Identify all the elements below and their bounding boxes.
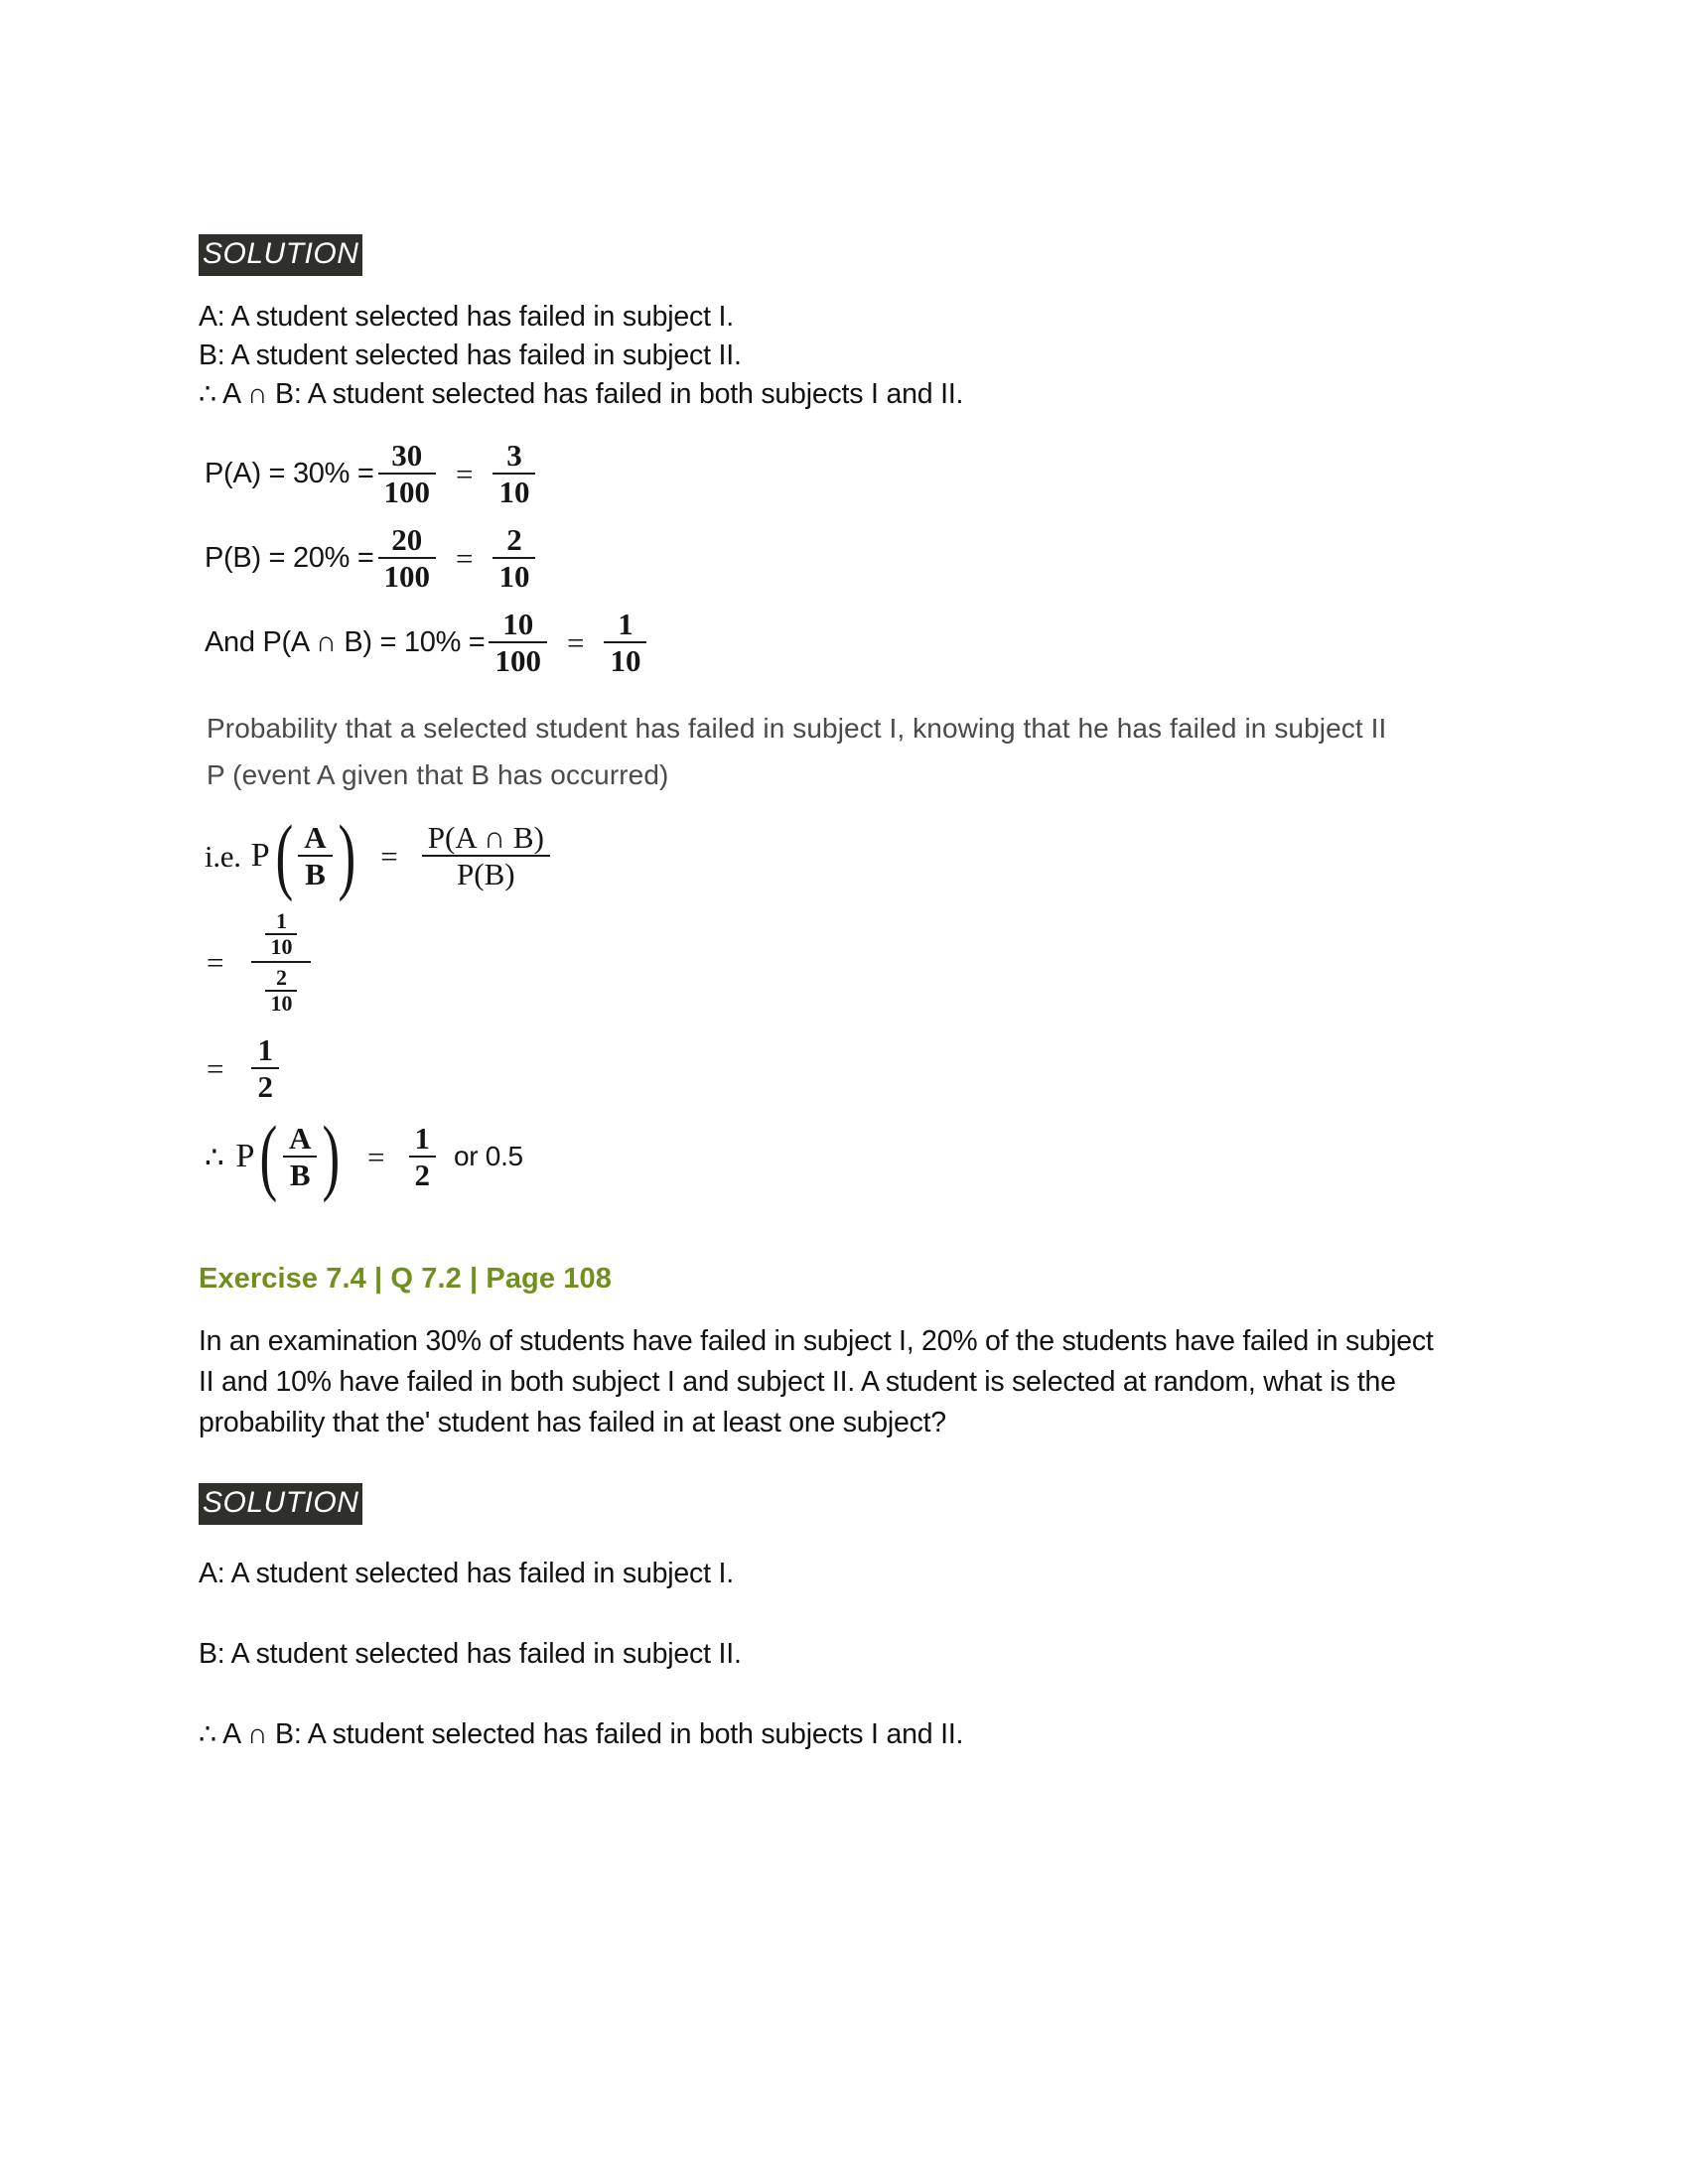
- equation-pb-lead: P(B) = 20% =: [205, 541, 374, 574]
- equation-pa-fraction-2-numerator: 3: [506, 438, 522, 473]
- equation-pab-fraction-2-denominator: 10: [610, 643, 641, 679]
- equation-cond-rhs-fraction: [422, 820, 550, 892]
- solution-badge-2: [199, 1483, 1609, 1525]
- equation-final-inner-numerator: A: [289, 1120, 312, 1156]
- right-paren-icon: ): [338, 807, 355, 903]
- equation-result-half: [207, 1032, 1609, 1105]
- equation-pb-fraction-1-denominator: 100: [383, 559, 430, 595]
- equation-pab-fraction-2-numerator: 1: [618, 606, 633, 641]
- equation-cond-inner-numerator: A: [304, 819, 327, 855]
- left-paren-icon: (: [259, 1108, 278, 1204]
- equation-nested-outer-numerator: [251, 906, 311, 962]
- equation-pb-fraction-2-denominator: 10: [498, 559, 530, 595]
- equation-nested-outer-fraction: [251, 906, 311, 1019]
- equation-nested-fraction: [207, 906, 1609, 1019]
- equation-nested-top-numerator: 1: [275, 907, 287, 933]
- document-content: [199, 234, 1609, 1754]
- explanation-line-1: Probability that a selected student has failed in subject I, knowing that he has failed in subject II: [207, 712, 1387, 744]
- event-a-definition-2: A: A student selected has failed in subject I.: [199, 1557, 734, 1589]
- equation-half-numerator: 1: [257, 1031, 273, 1067]
- event-a-intersect-b-definition-2: ∴ A ∩ B: A student selected has failed in both subjects I and II.: [199, 1717, 964, 1750]
- equation-pb-fraction-2-numerator: 2: [506, 521, 522, 557]
- right-paren-icon: ): [322, 1108, 341, 1204]
- exercise-heading[interactable]: Exercise 7.4 | Q 7.2 | Page 108: [199, 1262, 612, 1295]
- equation-cond-lead: i.e.: [205, 838, 241, 874]
- equation-pab-fraction-1-numerator: 10: [502, 606, 534, 641]
- question-text: In an examination 30% of students have failed in subject I, 20% of the students have failed in subject II and 10% have failed in both subject I and subject II. A student is selected at random, what is the probability that the' student has failed in at least one subject?: [199, 1324, 1434, 1438]
- equation-nested-top-fraction: [265, 909, 297, 959]
- equation-final-rhs-numerator: 1: [414, 1120, 431, 1156]
- equation-cond-equals: =: [380, 838, 398, 874]
- equation-cond-inner-fraction: [298, 820, 332, 892]
- event-a-intersect-b-definition-1: ∴ A ∩ B: A student selected has failed in both subjects I and II.: [199, 378, 964, 410]
- event-b-definition-1: B: A student selected has failed in subject II.: [199, 340, 742, 371]
- equation-probability-a-intersect-b: [205, 607, 1609, 679]
- equation-pa-fraction-1-denominator: 100: [383, 475, 430, 510]
- equation-probability-a: [205, 438, 1609, 510]
- equation-final-answer: [205, 1108, 1609, 1204]
- equation-nested-bottom-numerator: 2: [275, 965, 287, 991]
- equation-half-denominator: 2: [257, 1069, 273, 1105]
- equation-nested-bottom-fraction: [265, 966, 297, 1016]
- equation-pa-fraction-1-numerator: 30: [391, 438, 423, 473]
- equation-final-parenthesised-fraction: [254, 1108, 346, 1204]
- equation-pb-fraction-1: [378, 522, 437, 595]
- equation-probability-b: [205, 522, 1609, 595]
- equation-cond-rhs-denominator: P(B): [457, 857, 515, 892]
- equation-pa-fraction-2-denominator: 10: [498, 475, 530, 510]
- left-paren-icon: (: [275, 807, 293, 903]
- explanation-line-2: P (event A given that B has occurred): [207, 758, 669, 790]
- equation-final-inner-fraction: [283, 1121, 317, 1193]
- event-a-definition-1: A: A student selected has failed in subject I.: [199, 301, 734, 333]
- event-b-definition-2: B: A student selected has failed in subject II.: [199, 1637, 742, 1670]
- equation-final-p-symbol: P: [235, 1138, 255, 1175]
- equation-cond-rhs-numerator: P(A ∩ B): [427, 819, 544, 855]
- equation-nested-equals: =: [207, 944, 224, 980]
- equation-pb-equals: =: [456, 540, 474, 576]
- equation-pb-fraction-1-numerator: 20: [391, 521, 423, 557]
- equation-cond-inner-denominator: B: [305, 857, 326, 892]
- equation-nested-bottom-denominator: 10: [270, 991, 293, 1016]
- equation-pab-equals: =: [566, 624, 585, 660]
- equation-final-therefore-symbol: ∴: [205, 1139, 224, 1174]
- equation-cond-p-symbol: P: [250, 837, 270, 875]
- equation-pab-fraction-1: [489, 607, 547, 679]
- equation-pab-fraction-2: [604, 607, 646, 679]
- equation-final-decimal-suffix: or 0.5: [454, 1141, 523, 1172]
- equation-final-rhs-denominator: 2: [414, 1158, 431, 1193]
- equation-half-fraction: [251, 1032, 279, 1105]
- equation-pa-fraction-2: [492, 438, 535, 510]
- equation-pb-fraction-2: [492, 522, 535, 595]
- equation-pab-lead: And P(A ∩ B) = 10% =: [205, 625, 486, 658]
- solution-badge-label: SOLUTION: [199, 1483, 362, 1525]
- solution-badge-1: [199, 234, 1609, 276]
- equation-final-equals: =: [367, 1139, 385, 1174]
- equation-nested-outer-denominator: [251, 963, 311, 1019]
- equation-final-rhs-fraction: [409, 1121, 437, 1193]
- equation-pa-equals: =: [456, 456, 474, 491]
- solution-badge-label: SOLUTION: [199, 234, 362, 276]
- equation-pa-fraction-1: [378, 438, 437, 510]
- equation-cond-parenthesised-fraction: [270, 807, 361, 903]
- equation-half-equals: =: [207, 1050, 224, 1086]
- equation-pab-fraction-1-denominator: 100: [494, 643, 541, 679]
- equation-nested-top-denominator: 10: [270, 933, 293, 959]
- equation-pa-lead: P(A) = 30% =: [205, 457, 374, 489]
- equation-conditional-probability: [205, 807, 1609, 903]
- equation-final-inner-denominator: B: [289, 1158, 311, 1193]
